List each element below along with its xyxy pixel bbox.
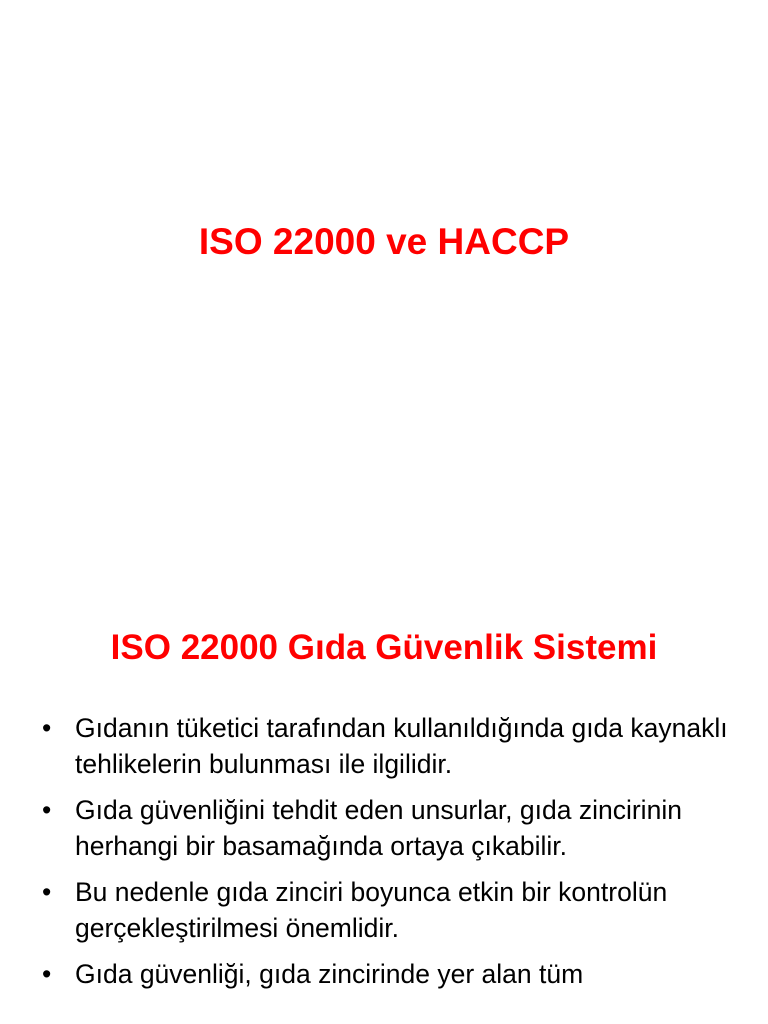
slide-title: ISO 22000 Gıda Güvenlik Sistemi [110,628,658,667]
bullet-icon: • [42,877,52,907]
slide-2 [0,576,768,1024]
bullet-item [40,710,740,782]
bullet-icon: • [42,959,52,989]
bullet-text: Bu nedenle gıda zinciri boyunca etkin bir kontrolün gerçekleştirilmesi önemlidir. [75,877,668,943]
bullet-text: Gıdanın tüketici tarafından kullanıldığında gıda kaynaklı tehlikelerin bulunması ile ilgilidir. [75,713,728,779]
bullet-item [40,956,740,992]
bullet-text: Gıda güvenliği, gıda zincirinde yer alan tüm [75,959,584,989]
slide-title: ISO 22000 ve HACCP [198,221,570,262]
bullet-item [40,792,740,864]
bullet-icon: • [42,795,52,825]
bullet-text: Gıda güvenliğini tehdit eden unsurlar, gıda zincirinin herhangi bir basamağında ortaya çıkabilir. [75,795,682,861]
bullet-item [40,874,740,946]
bullet-list [40,710,740,1002]
bullet-icon: • [42,713,52,743]
